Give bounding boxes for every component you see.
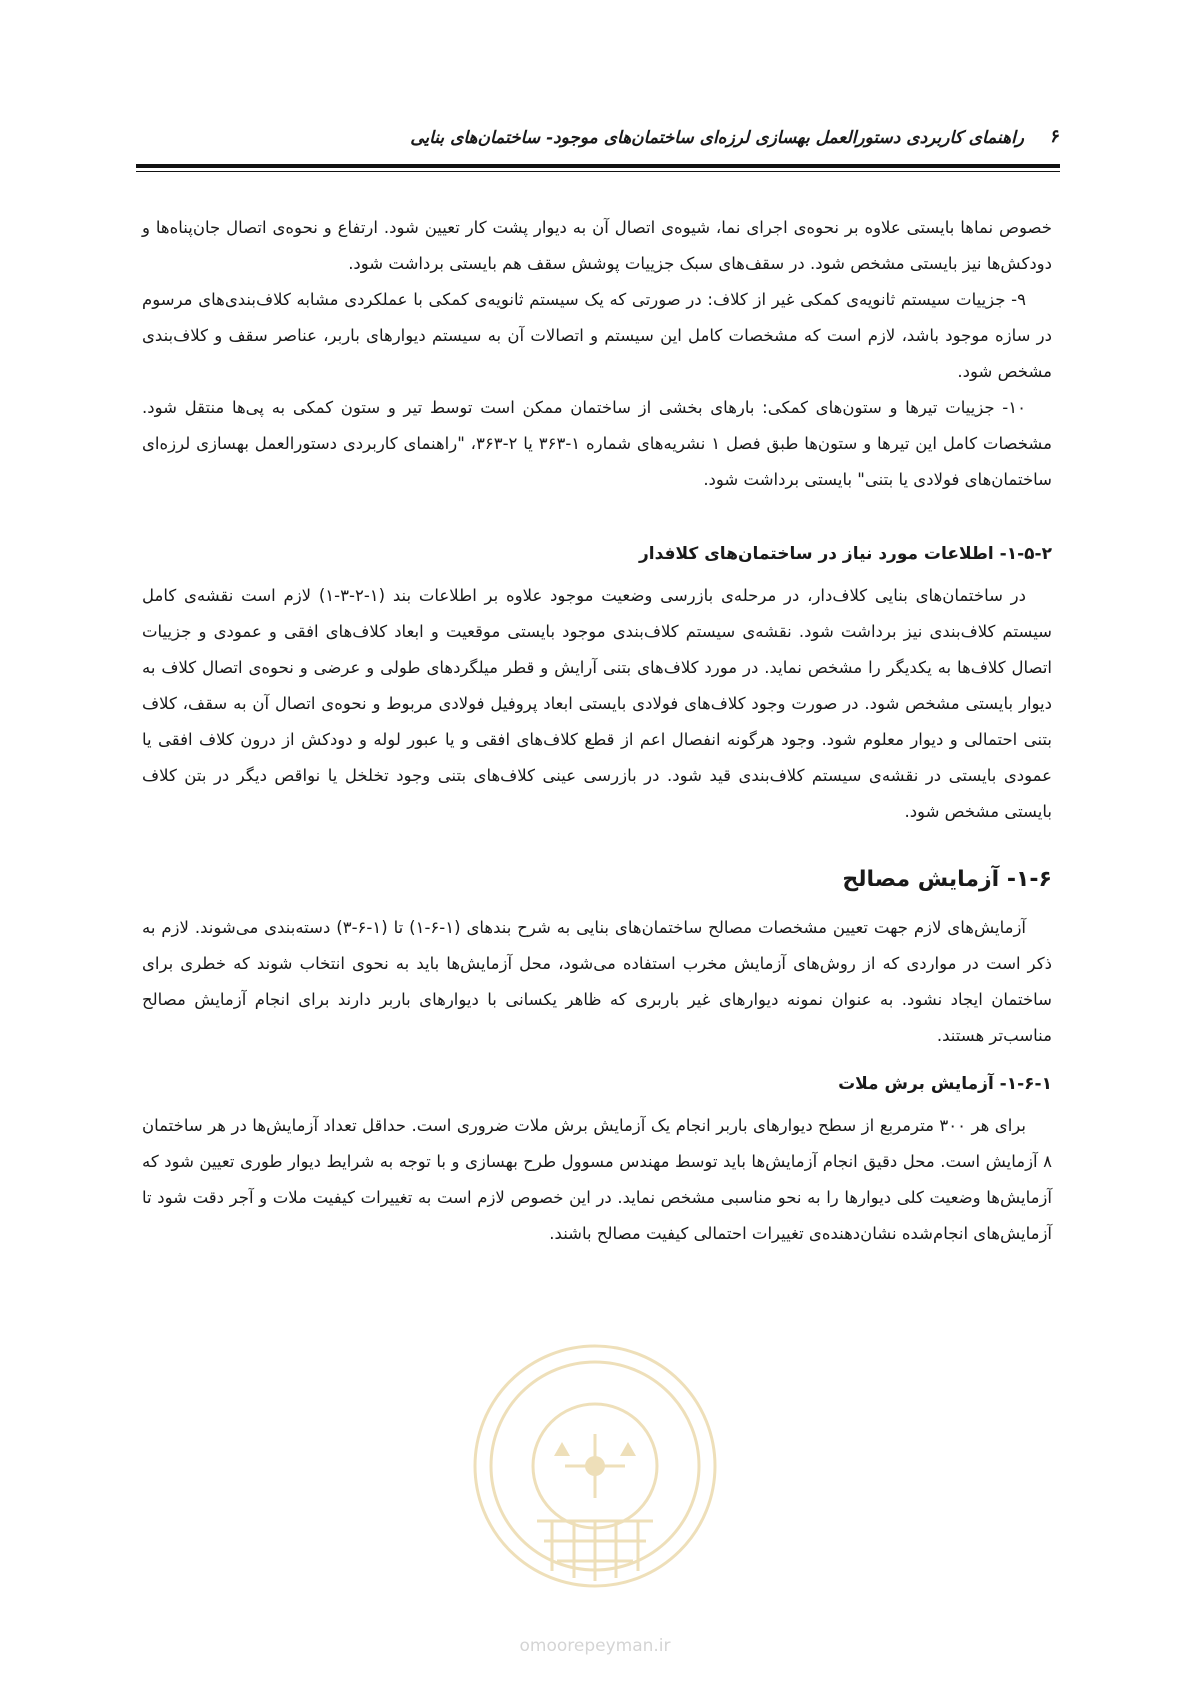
page-header — [136, 128, 1060, 152]
paragraph-item-10: ۱۰- جزییات تیرها و ستون‌های کمکی: بارهای بخشی از ساختمان ممکن است توسط تیر و ستون کمکی به پی‌ها منتقل شود. مشخصات کامل این تیرها و ستون‌ها طبق فصل ۱ نشریه‌های شماره ۱-۳۶۳ یا ۲-۳۶۳، "راهنمای کاربردی دستورالعمل بهسازی لرزه‌ای ساختمان‌های فولادی یا بتنی" بایستی برداشت شود. — [142, 398, 1052, 489]
paragraph-mortar-shear: برای هر ۳۰۰ مترمربع از سطح دیوارهای باربر انجام یک آزمایش برش ملات ضروری است. حداقل تعداد آزمایش‌ها در هر ساختمان ۸ آزمایش است. محل دقیق انجام آزمایش‌ها باید توسط مهندس مسوول طرح بهسازی و با توجه به شرایط دیوار طوری تعیین شود که آزمایش‌ها وضعیت کلی دیوارها را به نحو مناسبی مشخص نماید. در این خصوص لازم است به تغییرات کیفیت ملات و آجر دقت شود تا آزمایش‌های انجام‌شده نشان‌دهنده‌ی تغییرات احتمالی کیفیت مصالح باشند. — [142, 1116, 1052, 1243]
header-rule-thin — [136, 171, 1060, 172]
heading-1-6: ۱-۶- آزمایش مصالح — [842, 867, 1052, 892]
paragraph-confined-masonry: در ساختمان‌های بنایی کلاف‌دار، در مرحله‌ی بازرسی وضعیت موجود علاوه بر اطلاعات بند (۱-۲-۳-۱) لازم است نقشه‌ی کامل سیستم کلاف‌بندی نیز برداشت شود. نقشه‌ی سیستم کلاف‌بندی موجود بایستی موقعیت و ابعاد کلاف‌های افقی و عمودی و جزییات اتصال کلاف‌ها به یکدیگر را مشخص نماید. در مورد کلاف‌های بتنی آرایش و قطر میلگردهای طولی و عرضی و نحوه‌ی اتصال کلاف به دیوار بایستی مشخص شود. در صورت وجود کلاف‌های فولادی بایستی ابعاد پروفیل فولادی مربوط و نحوه‌ی اتصال آن به سقف، کلاف بتنی احتمالی و دیوار معلوم شود. وجود هرگونه انفصال اعم از قطع کلاف‌های افقی و یا عبور لوله و دودکش از درون کلاف افقی یا عمودی بایستی در نقشه‌ی سیستم کلاف‌بندی قید شود. در بازرسی عینی کلاف‌های بتنی وجود تخلخل یا نواقص دیگر در بتن کلاف بایستی مشخص شود. — [142, 586, 1052, 821]
body-text — [142, 210, 1052, 1252]
header-rule-thick — [136, 164, 1060, 168]
watermark-site: omoorepeyman.ir — [519, 1636, 671, 1656]
watermark — [462, 1316, 728, 1656]
seal-icon — [462, 1316, 728, 1616]
page-number: ۶ — [1050, 126, 1060, 147]
paragraph-item-9: ۹- جزییات سیستم ثانویه‌ی کمکی غیر از کلاف: در صورتی که یک سیستم ثانویه‌ی کمکی با عملکردی مشابه کلاف‌بندی‌های مرسوم در سازه موجود باشد، لازم است که مشخصات کامل این سیستم و اتصالات آن به سیستم دیوارهای باربر، عناصر سقف و کلاف‌بندی مشخص شود. — [142, 290, 1052, 381]
paragraph-material-tests: آزمایش‌های لازم جهت تعیین مشخصات مصالح ساختمان‌های بنایی به شرح بندهای (۱-۶-۱) تا (۱-۶-۳) دسته‌بندی می‌شوند. لازم به ذکر است در مواردی که از روش‌های آزمایش مخرب استفاده می‌شود، محل آزمایش‌ها باید به نحوی انتخاب شوند که خطری برای ساختمان ایجاد نشود. به عنوان نمونه دیوارهای غیر باربری که ظاهر یکسانی با دیوارهای باربر دارند برای انجام آزمایش مصالح مناسب‌تر هستند. — [142, 918, 1052, 1045]
heading-1-5-2: ۱-۵-۲- اطلاعات مورد نیاز در ساختمان‌های کلافدار — [638, 544, 1052, 564]
heading-1-6-1: ۱-۶-۱- آزمایش برش ملات — [838, 1074, 1052, 1094]
running-title: راهنمای کاربردی دستورالعمل بهسازی لرزه‌ای ساختمان‌های موجود- ساختمان‌های بنایی — [410, 128, 1024, 148]
paragraph-facades: خصوص نماها بایستی علاوه بر نحوه‌ی اجرای نما، شیوه‌ی اتصال آن به دیوار پشت کار تعیین شود. ارتفاع و نحوه‌ی اتصال جان‌پناه‌ها و دودکش‌ها نیز بایستی مشخص شود. در سقف‌های سبک جزییات پوشش سقف هم بایستی برداشت شود. — [142, 218, 1052, 273]
